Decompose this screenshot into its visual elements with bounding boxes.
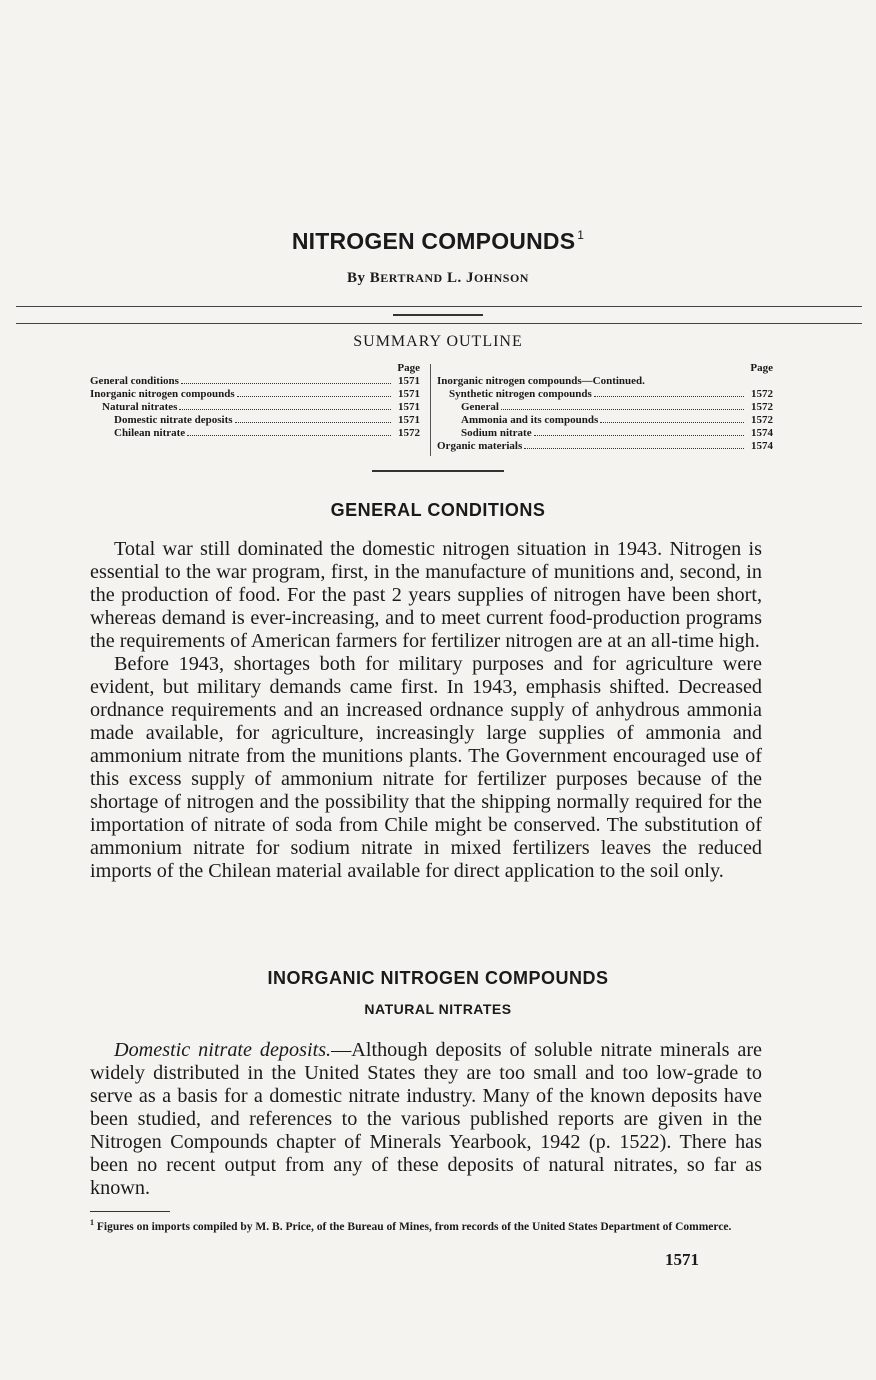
author-last-rest: OHNSON bbox=[473, 271, 529, 285]
outline-entry bbox=[437, 414, 773, 427]
footnote bbox=[90, 1216, 762, 1234]
outline-left-column bbox=[90, 362, 420, 440]
outline-entry-page: 1572 bbox=[751, 388, 773, 400]
outline-entry-label: Inorganic nitrogen compounds—Continued. bbox=[437, 375, 645, 387]
author-byline bbox=[0, 270, 876, 287]
section-heading-general-conditions: GENERAL CONDITIONS bbox=[330, 500, 546, 520]
outline-leader-dots bbox=[235, 422, 391, 423]
outline-entry-label: Chilean nitrate bbox=[114, 427, 186, 439]
title-footnote-mark: 1 bbox=[577, 228, 585, 242]
author-first-initial: B bbox=[369, 270, 381, 286]
outline-entry bbox=[90, 401, 420, 414]
outline-entry-label: General bbox=[461, 401, 499, 413]
outline-entry-page: 1571 bbox=[398, 401, 420, 413]
outline-entry-label: Ammonia and its compounds bbox=[461, 414, 599, 426]
body-general-conditions bbox=[90, 538, 762, 883]
paragraph-body: —Although deposits of soluble nitrate minerals are widely distributed in the United States they are too small and too low-grade to serve as a basis for a domestic nitrate industry. Many of the known deposits have been studied, and references to the various published reports are given in the Nitrogen Compounds chapter of Minerals Yearbook, 1942 (p. 1522). There has been no recent output from any of these deposits of natural nitrates, so far as known. bbox=[90, 1039, 762, 1199]
outline-leader-dots bbox=[600, 422, 744, 423]
outline-entry bbox=[437, 440, 773, 453]
outline-entry-label: Synthetic nitrogen compounds bbox=[449, 388, 592, 400]
outline-entry bbox=[437, 388, 773, 401]
header-rule-bottom bbox=[16, 323, 862, 324]
outline-end-rule bbox=[372, 470, 504, 472]
summary-outline-title: SUMMARY OUTLINE bbox=[353, 333, 523, 350]
outline-entry-label: Inorganic nitrogen compounds bbox=[90, 388, 235, 400]
outline-leader-dots bbox=[501, 409, 744, 410]
outline-entry bbox=[90, 388, 420, 401]
author-last-initial: J bbox=[465, 270, 474, 286]
outline-leader-dots bbox=[534, 435, 744, 436]
section-heading-inorganic: INORGANIC NITROGEN COMPOUNDS bbox=[267, 968, 609, 988]
outline-leader-dots bbox=[237, 396, 391, 397]
outline-entry bbox=[90, 414, 420, 427]
outline-leader-dots bbox=[524, 448, 744, 449]
outline-entry-page: 1574 bbox=[751, 427, 773, 439]
chapter-title bbox=[0, 228, 876, 255]
author-middle: L. bbox=[446, 270, 462, 286]
outline-leader-dots bbox=[594, 396, 744, 397]
paragraph: Before 1943, shortages both for military purposes and for agriculture were evident, but military demands came first. In 1943, emphasis shifted. Decreased ordnance requirements and an increased ordnance supply of anhydrous ammonia made available, for agriculture, increasingly large supplies of ammonia and ammonium nitrate from the munitions plants. The Government encouraged use of this excess supply of ammonium nitrate for fertilizer purposes because of the shortage of nitrogen and the possibility that the shipping normally required for the importation of nitrate of soda from Chile might be conserved. The substitution of ammonium nitrate for sodium nitrate in mixed fertilizers leaves the reduced imports of the Chilean material available for direct application to the soil only. bbox=[90, 653, 762, 882]
page-number: 1571 bbox=[665, 1250, 699, 1269]
footnote-mark: 1 bbox=[90, 1218, 94, 1227]
outline-entry-page: 1572 bbox=[751, 401, 773, 413]
outline-leader-dots bbox=[187, 435, 391, 436]
outline-entry bbox=[90, 375, 420, 388]
outline-entry bbox=[437, 375, 773, 388]
outline-entry bbox=[437, 401, 773, 414]
subsection-heading-natural-nitrates: NATURAL NITRATES bbox=[364, 1001, 512, 1017]
outline-entry-label: Natural nitrates bbox=[102, 401, 178, 413]
outline-leader-dots bbox=[181, 383, 391, 384]
outline-entry-page: 1571 bbox=[398, 388, 420, 400]
outline-entry-label: Organic materials bbox=[437, 440, 523, 452]
outline-entry-page: 1574 bbox=[751, 440, 773, 452]
outline-leader-dots bbox=[179, 409, 391, 410]
outline-page-header-right: Page bbox=[750, 362, 773, 374]
outline-entry-page: 1572 bbox=[751, 414, 773, 426]
outline-entry-label: Sodium nitrate bbox=[461, 427, 532, 439]
outline-entry-label: Domestic nitrate deposits bbox=[114, 414, 233, 426]
paragraph bbox=[90, 1039, 762, 1200]
outline-right-column bbox=[430, 364, 773, 456]
author-first-rest: ERTRAND bbox=[380, 271, 443, 285]
chapter-title-text: NITROGEN COMPOUNDS bbox=[291, 228, 576, 254]
footnote-text: Figures on imports compiled by M. B. Price, of the Bureau of Mines, from records of the United States Department of Commerce. bbox=[96, 1220, 732, 1233]
outline-entry-page: 1571 bbox=[398, 414, 420, 426]
paragraph: Total war still dominated the domestic nitrogen situation in 1943. Nitrogen is essential to the war program, first, in the manufacture of munitions and, second, in the production of food. For the past 2 years supplies of nitrogen have been short, whereas demand is ever-increasing, and to meet current food-production programs the requirements of American farmers for fertilizer nitrogen are at an all-time high. bbox=[90, 538, 762, 652]
header-short-rule bbox=[393, 314, 483, 316]
byline-prefix: By bbox=[347, 270, 366, 286]
outline-entry bbox=[90, 427, 420, 440]
footnote-rule bbox=[90, 1211, 170, 1212]
outline-page-header: Page bbox=[397, 362, 420, 374]
header-rule-top bbox=[16, 306, 862, 307]
outline-entry-label: General conditions bbox=[90, 375, 179, 387]
outline-entry-page: 1571 bbox=[398, 375, 420, 387]
body-natural-nitrates bbox=[90, 1039, 762, 1200]
outline-entry-page: 1572 bbox=[398, 427, 420, 439]
outline-entry bbox=[437, 427, 773, 440]
paragraph-lead: Domestic nitrate deposits. bbox=[114, 1039, 332, 1061]
